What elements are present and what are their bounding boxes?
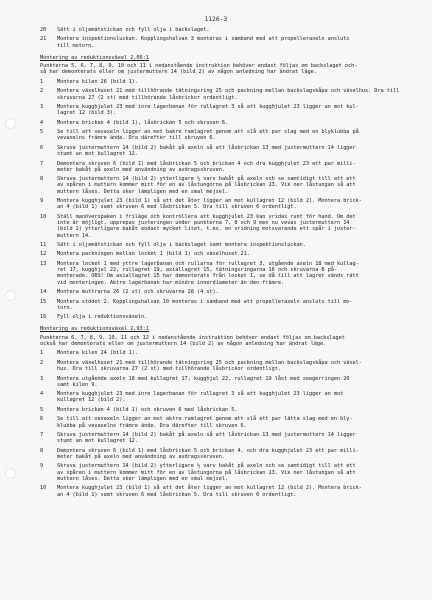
list-item: [40, 463, 412, 482]
item-text: Montera kugghjulet 23 (bild 1) så att det åter ligger an mot kullagret 12 (bild 2). Montera brick- an 4 (bild 1) samt skruven 6 med låsbrickan 5. Dra till skruven 6 ordentligt.: [57, 198, 362, 211]
list-item: [40, 145, 412, 158]
item-number: 5: [40, 129, 44, 136]
item-number: 1: [40, 350, 44, 357]
list-item: [40, 104, 412, 117]
list-item: [40, 314, 412, 320]
item-number: 13: [40, 260, 47, 267]
list-item: [40, 176, 412, 195]
item-text: Montera packningen mellan locket 1 (bild 1) och växelhuset 21.: [57, 251, 250, 258]
item-number: 10: [40, 213, 47, 220]
item-number: 6: [40, 144, 44, 151]
list-item: [40, 485, 412, 498]
item-text: Montera inspektionsluckan. Kopplingshalvan 3 monteras i samband med att propelleraxeln ansluts till motorn.: [57, 36, 350, 49]
item-number: 11: [40, 242, 47, 248]
item-number: 2: [40, 88, 44, 95]
section-2-item-list: [40, 350, 412, 497]
item-number: 3: [40, 375, 44, 382]
list-item: [40, 27, 412, 33]
list-item: [40, 391, 412, 404]
list-item: [40, 360, 412, 373]
item-text: Montera kugghjulet 23 med inre lagerbanan för rullagret 3 så att kugghjulet 23 ligger an mot kullagret 12 (bild 2).: [57, 391, 344, 404]
item-text: Demontera skruven 6 (bild 1) med låsbrickan 5 och brickan 4, och dra kugghjulet 23 ett par milli- meter bakåt på axeln med användning av avdragsskruven.: [57, 447, 359, 460]
list-item: [40, 376, 412, 389]
item-text: Montera stödet 2. Kopplingshalvan 10 monteras i samband med att propelleraxeln ansluts till mo- torn.: [57, 298, 353, 311]
list-item: [40, 289, 412, 295]
list-item: [40, 79, 412, 85]
list-item: [40, 214, 412, 239]
binder-hole-top: [5, 118, 16, 129]
section-heading-1: Montering av reduktionsväxel 2,06:1: [40, 54, 149, 61]
item-text: Fyll olja i reduktionsväxeln.: [57, 314, 148, 321]
item-number: 20: [40, 27, 47, 33]
page-number: 1126-3: [204, 16, 228, 23]
list-item: [40, 448, 412, 461]
item-text: Se till att vevaxeln ligger an mot bakre ramlagret genom att slå ett par slag med en blyklubba på vevaxelns främre ände. Dra därefter till skruven 6.: [57, 129, 359, 142]
item-text: Montera växelhuset 21 med tillhörande tätningsring 25 och packning mellan backslagskåpa och växel- hus. Dra till skruvarna 27 (2 st) med tillhörande låsbrickor ordentligt.: [57, 359, 362, 373]
item-number: 21: [40, 36, 47, 43]
item-text: Montera utgående axeln 18 med kullagret 17, kugghjul 22, rullagret 19 låst med seegerringen 20 samt kilen 9.: [57, 375, 350, 388]
item-text: Montera kugghjulet 23 med inre lagerbanan för rullagret 3 så att kugghjulet 23 ligger an mot kul- lagret 12 (bild 3).: [57, 104, 359, 117]
item-text: Montera kilen 24 (bild 1).: [57, 350, 138, 357]
item-number: 14: [40, 289, 47, 296]
item-text: Skruva justermuttern 14 (bild 2) bakåt på axeln så att låsbrickan 13 med justermuttern 14 ligger stumt an mot kullagret 12.: [57, 144, 356, 158]
binder-hole-bottom: [5, 468, 16, 479]
item-text: Skruva justermuttern 14 (bild 2) ytterligare ½ varv bakåt på axeln och se samtidigt till att ett av spåren i muttern kommer mitt för en av låstungorna på låsbrickan 13. Vik ner låstungan så att muttern låses. Detta sker lämpligen med en smal mejsel.: [57, 463, 356, 482]
section-intro-1: Punkterna 5, 6, 7, 8, 9, 10 och 11 i nedanstående instruktion behöver endast följas om backslaget och- så har demonterats eller om justermuttern 14 (bild 2) av någon anledning har ändrat läge.: [40, 63, 358, 76]
list-item: [40, 242, 412, 248]
item-number: 4: [40, 119, 44, 126]
item-text: Montera brickan 4 (bild 1), låsbrickan 5 och skruven 6.: [57, 119, 229, 126]
binder-hole-middle: [5, 290, 16, 301]
item-text: Demontera skruven 6 (bild 1) med låsbrickan 5 och brickan 4 och dra kugghjulet 23 ett par milli- meter bakåt på axeln med användning av avdragsskruven.: [57, 160, 356, 173]
section-intro-2: Punkterna 6, 7, 8, 9, 10, 11 och 12 i nedanstående instruktion behöver endast följas om backslaget också har demonterats eller om justermuttern 14 (bild 2) av någon anledning har ändrat läge.: [40, 334, 345, 347]
item-text: Ställ manöverspaken i friläge och kontrollera att kugghjulet 23 kan vridas runt för hand. Om det inte är möjligt, upprepas justeringen under punkterna 7, 8 och 9 men nu vevas justermuttern 14 (bild 2) ytterligare bakåt endast mycket litet, t.ex. en vridning motsvarande ett spår i juster- muttern 14.: [57, 213, 356, 239]
list-item: [40, 350, 412, 356]
document-body: [40, 27, 412, 501]
item-number: 1: [40, 78, 44, 85]
item-text: Montera brickan 4 (bild 1) och skruven 6 med låsbrickan 5.: [57, 406, 238, 413]
item-text: Skruva justermuttern 14 (bild 2) ytterligare ½ varv bakåt på axeln och se samtidigt till att ett av spåren i muttern kommer mitt för en av låstungorna på låsbrickan 13. Vik ner låstungan så att muttern låses. Detta sker lämpligen med en smal mejsel.: [57, 176, 356, 195]
list-item: [40, 120, 412, 126]
item-text: Montera locket 1 med yttre lagerbanan och rullarna för rullagret 3, utgående axeln 18 med kullag- ret 17, kugghjul 22, rullagret 19, axiallagret 15, tätningsringarna 16 och skruvarna 8 på- monterade. OBS! Om axiallagret 15 har demonterats från locket 1, se då till att lagret vänds rätt vid monteringen. Aktre lagerbanan har mindre innerdiameter än den främre.: [57, 260, 359, 286]
item-text: Montera muttrarna 26 (2 st) och skruvarna 28 (4 st).: [57, 289, 219, 296]
top-item-list: [40, 27, 412, 49]
list-item: [40, 36, 412, 49]
list-item: [40, 198, 412, 211]
list-item: [40, 251, 412, 257]
section-heading-2: Montering av reduktionsväxel 2,93:1: [40, 326, 149, 333]
section-1-item-list: [40, 79, 412, 321]
list-item: [40, 161, 412, 174]
item-text: Montera kugghjulet 23 (bild 1) så att det åter ligger an mot kullagret 12 (bild 2). Montera brick- an 4 (bild 1) samt skruven 6 med låsbrickan 5. Dra till skruven 6 ordentligt.: [57, 485, 362, 498]
item-number: 6: [40, 416, 44, 423]
item-number: 8: [40, 447, 44, 454]
list-item: [40, 261, 412, 286]
item-number: 9: [40, 198, 44, 205]
list-item: [40, 88, 412, 101]
item-number: 10: [40, 485, 47, 492]
item-number: 8: [40, 176, 44, 183]
item-number: 9: [40, 463, 44, 470]
item-number: 4: [40, 391, 44, 398]
item-number: 2: [40, 359, 44, 366]
item-number: 15: [40, 298, 47, 305]
list-item: [40, 299, 412, 312]
list-item: [40, 416, 412, 429]
list-item: [40, 432, 412, 445]
item-number: 7: [40, 160, 44, 167]
item-text: Se till att vevaxeln ligger an mot aktre ramlagret genom att slå ett par lätta slag med en bly- klubba på vevaxelns främre ände. Dra därefter till skruven 6.: [57, 416, 353, 429]
item-number: 5: [40, 406, 44, 413]
item-text: Montera växelhuset 21 med tillhörande tätningsring 25 och packning mellan backslagskåpa och växelhus. Dra till skruvarna 27 (2 st) med tillhörande låsbrickor ordentligt.: [57, 88, 400, 101]
list-item: [40, 407, 412, 413]
item-text: Montera kilen 26 (bild 1).: [57, 78, 138, 85]
item-text: Sätt i oljemätstickan och fyll olja i backslaget.: [57, 27, 210, 33]
item-number: 7: [40, 432, 44, 438]
item-number: 12: [40, 251, 47, 258]
list-item: [40, 129, 412, 142]
item-number: 3: [40, 104, 44, 110]
item-text: Sätt i oljemätstickan och fyll olja i backslaget samt montera inspektionsluckan.: [57, 242, 306, 248]
item-text: Skruva justermuttern 14 (bild 2) bakåt på axeln så att låsbrickan 13 med justermuttern 14 ligger stumt an mot kullagret 12.: [57, 432, 356, 445]
item-number: 16: [40, 314, 47, 321]
